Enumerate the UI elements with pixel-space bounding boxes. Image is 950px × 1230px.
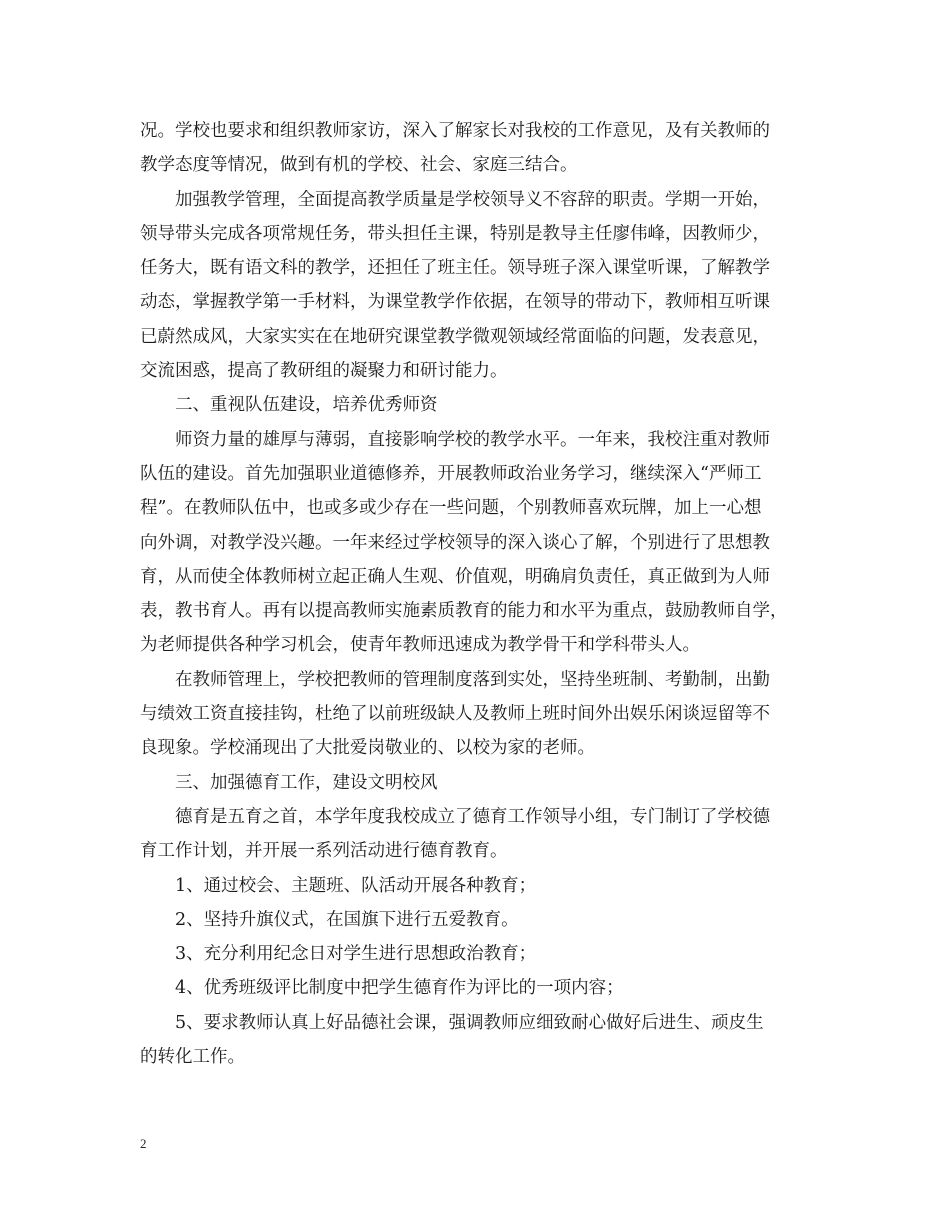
text-line: 任务大，既有语文科的教学，还担任了班主任。领导班子深入课堂听课，了解教学 [140, 258, 770, 279]
text-line: 二、重视队伍建设，培养优秀师资 [175, 395, 438, 416]
text-line: 3、充分利用纪念日对学生进行思想政治教育； [175, 944, 537, 965]
text-line: 加强教学管理，全面提高教学质量是学校领导义不容辞的职责。学期一开始， [175, 189, 770, 210]
text-line: 育工作计划，并开展一系列活动进行德育教育。 [140, 841, 508, 862]
text-line: 在教师管理上，学校把教师的管理制度落到实处，坚持坐班制、考勤制，出勤 [175, 669, 770, 690]
text-line: 交流困惑，提高了教研组的凝聚力和研讨能力。 [140, 361, 508, 382]
text-line: 程”。在教师队伍中，也或多或少存在一些问题，个别教师喜欢玩牌，加上一心想 [140, 498, 762, 519]
text-line: 表，教书育人。再有以提高教师实施素质教育的能力和水平为重点，鼓励教师自学， [140, 601, 788, 622]
text-line: 2、坚持升旗仪式，在国旗下进行五爱教育。 [175, 909, 519, 930]
text-line: 与绩效工资直接挂钩，杜绝了以前班级缺人及教师上班时间外出娱乐闲谈逗留等不 [140, 704, 770, 725]
text-line: 为老师提供各种学习机会，使青年教师迅速成为教学骨干和学科带头人。 [140, 635, 700, 656]
text-line: 5、要求教师认真上好品德社会课，强调教师应细致耐心做好后进生、顽皮生 [175, 1012, 764, 1033]
text-line: 教学态度等情况，做到有机的学校、社会、家庭三结合。 [140, 155, 578, 176]
text-line: 已蔚然成风，大家实实在在地研究课堂教学微观领域经常面临的问题，发表意见， [140, 326, 770, 347]
text-line: 4、优秀班级评比制度中把学生德育作为评比的一项内容； [175, 978, 624, 999]
text-line: 育，从而使全体教师树立起正确人生观、价值观，明确肩负责任，真正做到为人师 [140, 566, 770, 587]
text-line: 的转化工作。 [140, 1047, 245, 1068]
text-line: 向外调，对教学没兴趣。一年来经过学校领导的深入谈心了解，个别进行了思想教 [140, 532, 770, 553]
text-line: 德育是五育之首，本学年度我校成立了德育工作领导小组，专门制订了学校德 [175, 806, 770, 827]
text-line: 动态，掌握教学第一手材料，为课堂教学作依据，在领导的带动下，教师相互听课 [140, 292, 770, 313]
text-line: 领导带头完成各项常规任务，带头担任主课，特别是教导主任廖伟峰，因教师少， [140, 223, 770, 244]
text-line: 师资力量的雄厚与薄弱，直接影响学校的教学水平。一年来，我校注重对教师 [175, 429, 770, 450]
document-body [140, 114, 812, 1074]
text-line: 队伍的建设。首先加强职业道德修养，开展教师政治业务学习，继续深入“严师工 [140, 463, 762, 484]
text-line: 1、通过校会、主题班、队活动开展各种教育； [175, 875, 537, 896]
page-number: 2 [140, 1136, 147, 1151]
text-line: 况。学校也要求和组织教师家访，深入了解家长对我校的工作意见，及有关教师的 [140, 121, 770, 141]
text-line: 三、加强德育工作，建设文明校风 [175, 772, 438, 793]
text-line: 良现象。学校涌现出了大批爱岗敬业的、以校为家的老师。 [140, 738, 595, 759]
